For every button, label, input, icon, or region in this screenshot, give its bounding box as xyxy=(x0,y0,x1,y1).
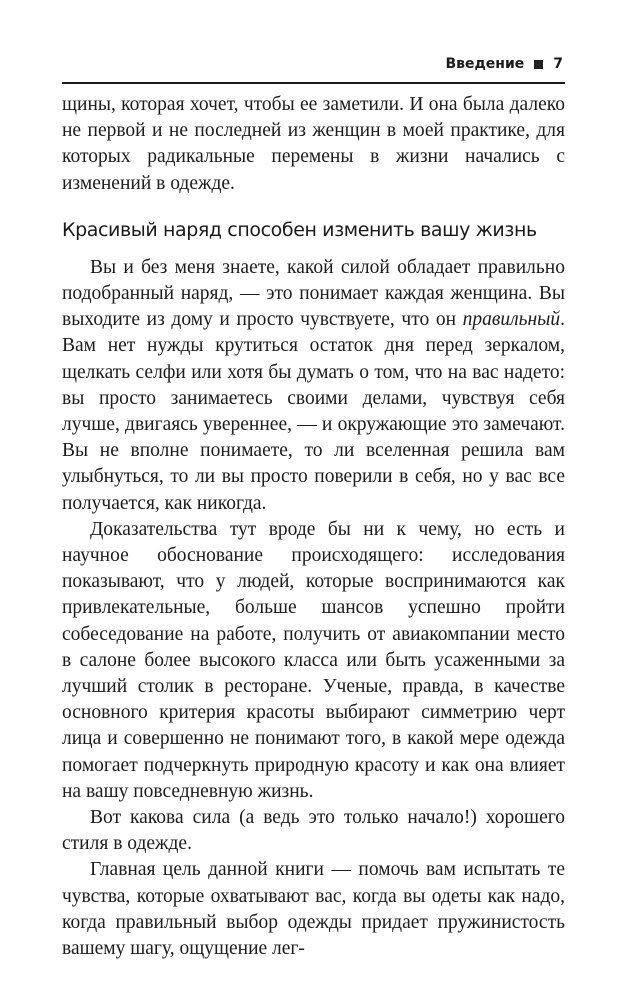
paragraph-1-start: Вы и без меня знаете, какой силой обладает правильно подобранный наряд, — это понимает каждая женщина. Вы выходите из дому и просто чувствуете, что он xyxy=(62,256,565,331)
paragraph-1-end: . Вам нет нужды крутиться остаток дня перед зеркалом, щелкать селфи или хотя бы думать о том, что на вас надето: вы просто занимаетесь своими делами, чувствуя себя лучше, двигаясь увереннее, — и окружающие это замечают. Вы не вполне понимаете, то ли вселенная решила вам улыбнуться, то ли вы просто поверили в себя, но у вас все получается, как никогда. xyxy=(62,309,565,514)
paragraph-2: Доказательства тут вроде бы ни к чему, но есть и научное обоснование происходящего: исследования показывают, что у людей, которые воспринимаются как привлекательные, больше шансов успешно пройти собеседование на работе, получить от авиакомпании место в салоне более высокого класса или быть усаженными за лучший столик в ресторане. Ученые, правда, в качестве основного критерия красоты выбирают симметрию черт лица и совершенно не понимают того, в какой мере одежда помогает подчеркнуть природную красоту и как она влияет на вашу повседневную жизнь. xyxy=(62,518,565,802)
paragraph-3: Вот какова сила (а ведь это только начало!) хорошего стиля в одежде. xyxy=(62,807,565,855)
square-bullet-icon xyxy=(534,60,543,69)
section-heading: Красивый наряд способен изменить вашу жизнь xyxy=(62,218,537,241)
paragraph-4: Главная цель данной книги — помочь вам испытать те чувства, которые охватывают вас, когда вы одеты как надо, когда правильный выбор одежды придает пружинистость вашему шагу, ощущение лег- xyxy=(62,859,565,960)
paragraph-1 xyxy=(62,255,565,517)
emphasized-word: правильный xyxy=(462,309,561,331)
header-rule xyxy=(62,82,565,84)
page-body xyxy=(62,92,565,962)
running-header xyxy=(445,56,563,72)
page-number: 7 xyxy=(553,56,563,72)
chapter-title: Введение xyxy=(445,56,525,72)
continued-paragraph: щины, которая хочет, чтобы ее заметили. И она была далеко не первой и не последней из женщин в моей практике, для которых радикальные перемены в жизни начались с изменений в одежде. xyxy=(62,94,565,194)
